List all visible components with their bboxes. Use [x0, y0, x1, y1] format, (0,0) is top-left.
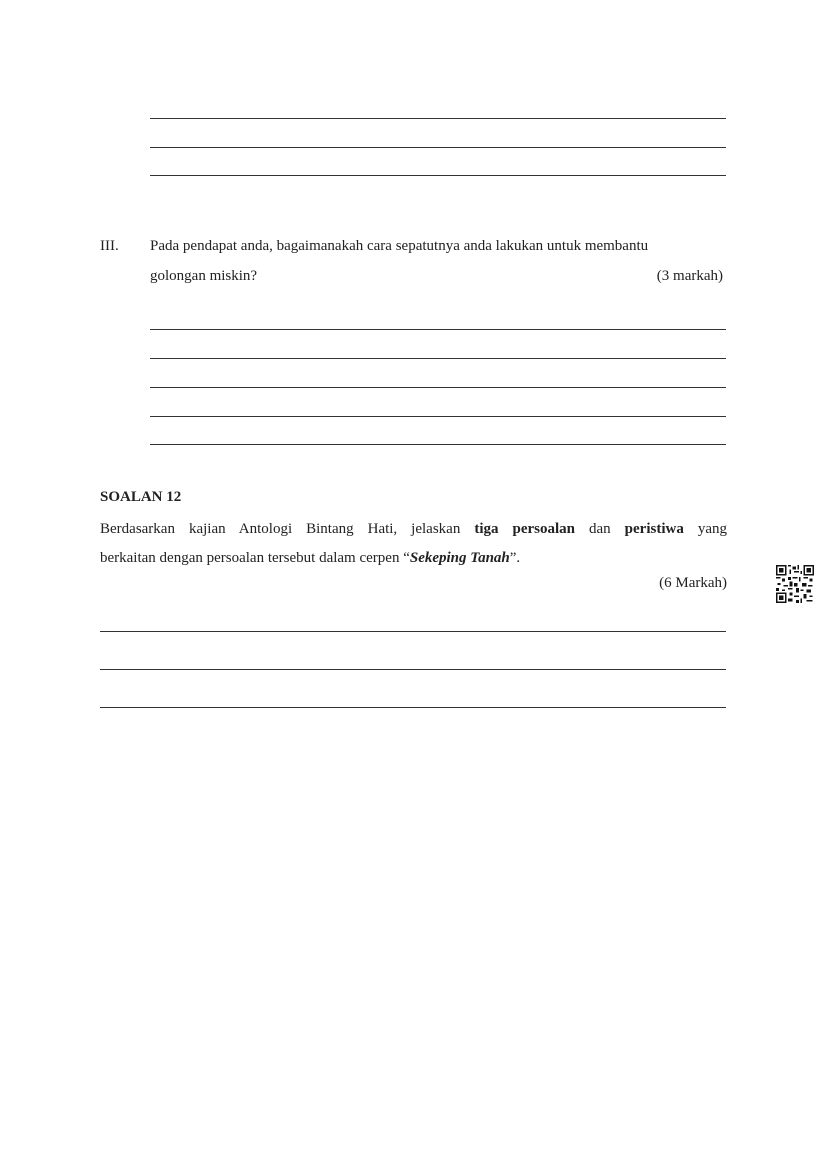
answer-line	[100, 669, 726, 670]
marks-label: (3 markah)	[656, 268, 723, 284]
sub-question-number: III.	[100, 238, 119, 254]
qr-code-icon	[776, 565, 814, 603]
story-title: Sekeping Tanah	[409, 550, 510, 566]
question-text	[100, 515, 727, 573]
bold-term: peristiwa	[624, 521, 684, 537]
bold-term: tiga persoalan	[474, 521, 575, 537]
sub-question-prompt: Pada pendapat anda, bagaimanakah cara sepatutnya anda lakukan untuk membantu	[150, 238, 649, 254]
answer-line	[150, 416, 726, 417]
text-span: Berdasarkan kajian Antologi Bintang Hati, jelaskan	[100, 521, 475, 537]
text-span: berkaitan dengan persoalan tersebut dalam cerpen “	[100, 550, 410, 566]
question-heading: SOALAN 12	[100, 489, 182, 505]
answer-line	[150, 175, 726, 176]
answer-line	[150, 329, 726, 330]
text-span: yang	[683, 521, 727, 537]
question-text-line	[100, 544, 727, 573]
question-text-line	[100, 515, 727, 544]
marks-label: (6 Markah)	[659, 575, 727, 591]
sub-question-prompt-continued: golongan miskin?	[150, 268, 258, 284]
answer-line	[100, 707, 726, 708]
answer-line	[150, 444, 726, 445]
text-span: ”.	[509, 550, 521, 566]
answer-line	[150, 147, 726, 148]
answer-line	[150, 118, 726, 119]
answer-line	[150, 358, 726, 359]
text-span: dan	[575, 521, 625, 537]
answer-line	[100, 631, 726, 632]
answer-line	[150, 387, 726, 388]
